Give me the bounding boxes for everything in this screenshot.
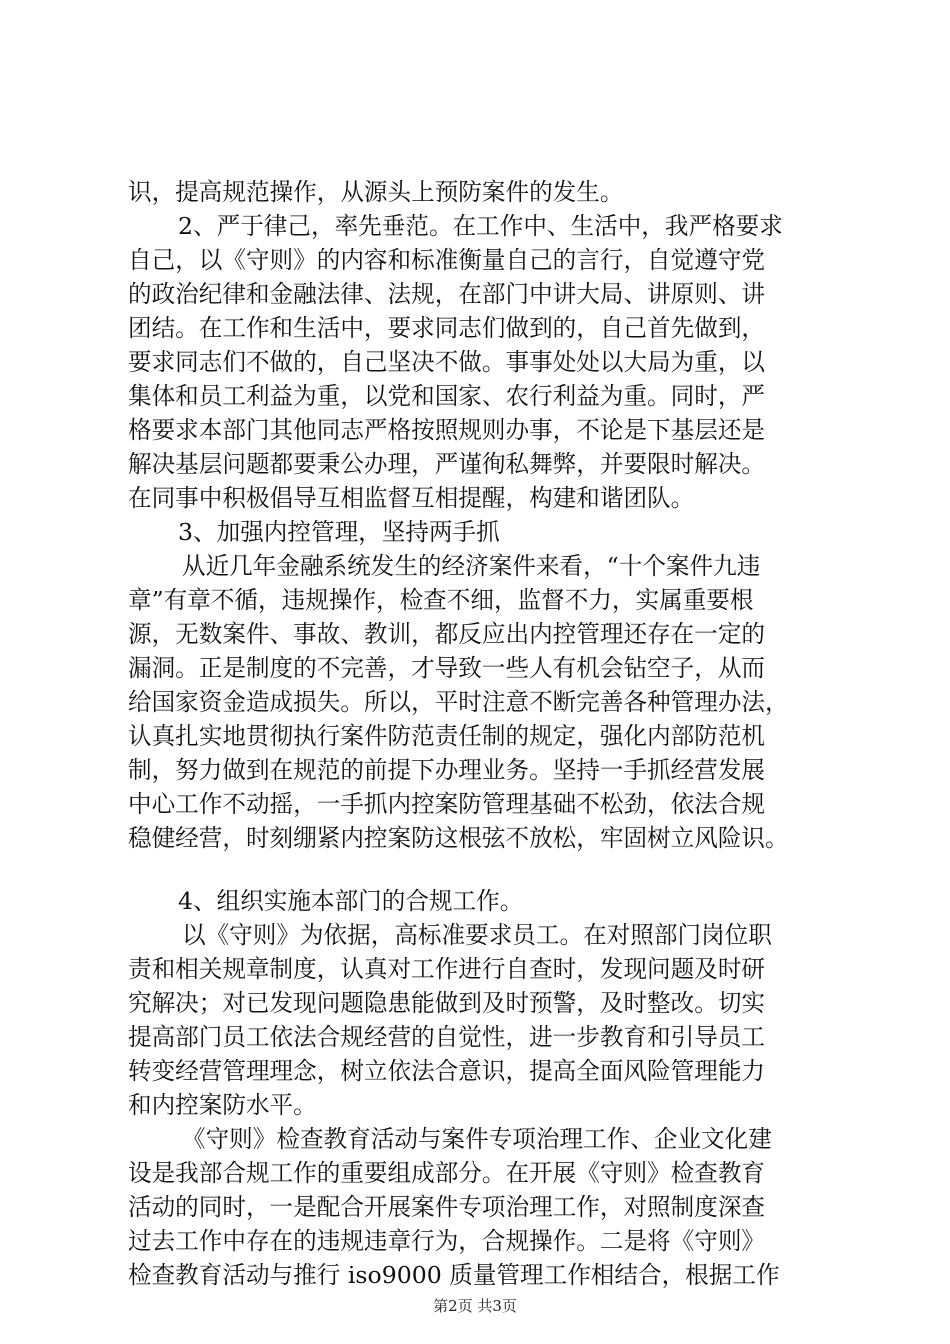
text-line: 章”有章不循，违规操作，检查不细，监督不力，实属重要根 — [128, 586, 754, 614]
text-line: 中心工作不动摇，一手抓内控案防管理基础不松劲，依法合规 — [128, 790, 766, 818]
text-line: 检查教育活动与推行 iso9000 质量管理工作相结合，根据工作 — [128, 1261, 780, 1289]
text-line: 源，无数案件、事故、教训，都反应出内控管理还存在一定的 — [128, 620, 766, 648]
text-line: 2、严于律己，率先垂范。在工作中、生活中，我严格要求 — [178, 212, 783, 240]
text-line: 解决基层问题都要秉公办理，严谨徇私舞弊，并要限时解决。 — [128, 450, 766, 478]
text-line: 责和相关规章制度，认真对工作进行自查时，发现问题及时研 — [128, 955, 766, 983]
text-line: 格要求本部门其他同志严格按照规则办事，不论是下基层还是 — [128, 416, 766, 444]
text-line: 漏洞。正是制度的不完善，才导致一些人有机会钻空子，从而 — [128, 654, 766, 682]
text-line: 活动的同时，一是配合开展案件专项治理工作，对照制度深查 — [128, 1193, 766, 1221]
text-line: 集体和员工利益为重，以党和国家、农行利益为重。同时，严 — [128, 382, 766, 410]
text-line: 提高部门员工依法合规经营的自觉性，进一步教育和引导员工 — [128, 1023, 766, 1051]
text-line: 以《守则》为依据，高标准要求员工。在对照部门岗位职 — [182, 921, 772, 949]
text-line: 自己，以《守则》的内容和标准衡量自己的言行，自觉遵守党 — [128, 246, 766, 274]
text-line: 认真扎实地贯彻执行案件防范责任制的规定，强化内部防范机 — [128, 722, 766, 750]
text-line: 要求同志们不做的，自己坚决不做。事事处处以大局为重，以 — [128, 348, 766, 376]
text-line: 制，努力做到在规范的前提下办理业务。坚持一手抓经营发展 — [128, 756, 766, 784]
text-line: 的政治纪律和金融法律、法规，在部门中讲大局、讲原则、讲 — [128, 280, 766, 308]
text-line: 给国家资金造成损失。所以，平时注意不断完善各种管理办法， — [128, 688, 789, 716]
text-line: 在同事中积极倡导互相监督互相提醒，构建和谐团队。 — [128, 484, 695, 512]
text-line: 《守则》检查教育活动与案件专项治理工作、企业文化建 — [182, 1125, 772, 1153]
section-heading: 4、组织实施本部门的合规工作。 — [178, 887, 524, 915]
text-line: 转变经营管理理念，树立依法合意识，提高全面风险管理能力 — [128, 1057, 766, 1085]
text-line: 过去工作中存在的违规违章行为，合规操作。二是将《守则》 — [128, 1227, 766, 1255]
text-line: 究解决；对已发现问题隐患能做到及时预警，及时整改。切实 — [128, 989, 766, 1017]
text-line: 设是我部合规工作的重要组成部分。在开展《守则》检查教育 — [128, 1159, 766, 1187]
page-number-footer: 第2页 共3页 — [433, 1297, 517, 1315]
text-line: 从近几年金融系统发生的经济案件来看，“十个案件九违 — [182, 552, 761, 580]
text-line: 稳健经营，时刻绷紧内控案防这根弦不放松，牢固树立风险识。 — [128, 824, 789, 852]
text-line: 识，提高规范操作，从源头上预防案件的发生。 — [128, 178, 624, 206]
section-heading: 3、加强内控管理，坚持两手抓 — [178, 518, 500, 546]
text-line: 和内控案防水平。 — [128, 1091, 317, 1119]
text-line: 团结。在工作和生活中，要求同志们做到的，自己首先做到， — [128, 314, 766, 342]
